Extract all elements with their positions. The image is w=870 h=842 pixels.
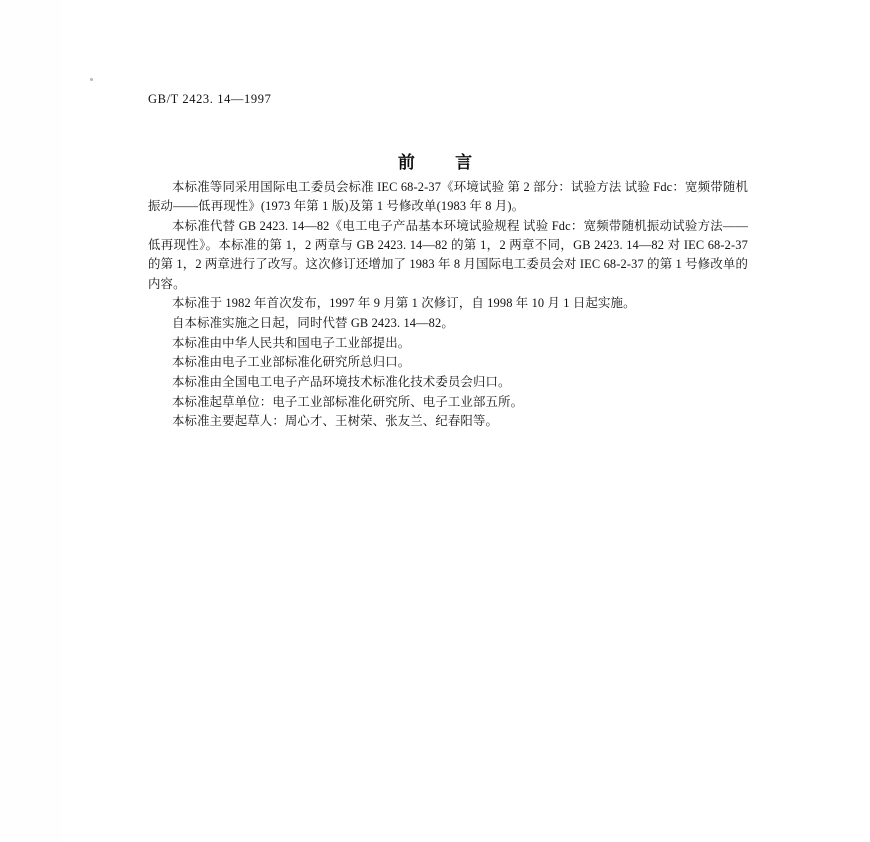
paragraph: 本标准由中华人民共和国电子工业部提出。 [172,335,411,350]
foreword-body [148,178,748,432]
paragraph: 本标准由全国电工电子产品环境技术标准化技术委员会归口。 [172,375,511,390]
scan-speck-icon [90,78,93,81]
standard-number: GB/T 2423. 14—1997 [148,92,272,106]
scan-edge [0,0,62,842]
paragraph: 自本标准实施之日起，同时代替 GB 2423. 14—82。 [172,315,454,330]
paragraph: 本标准主要起草人：周心才、王树荣、张友兰、纪春阳等。 [172,414,499,429]
paragraph: 本标准代替 GB 2423. 14—82《电工电子产品基本环境试验规程 试验 Fdc：宽频带随机振动试验方法——低再现性》。本标准的第 1，2 两章与 GB 2423. 14—82 的第 1，2 两章不同，GB 2423. 14—82 对 IEC 68-2-37 的第 1，2 两章进行了改写。这次修订还增加了 1983 年 8 月国际电工委员会对 IEC 68-2-37 的第 1 号修改单的内容。 [148,218,748,291]
paragraph: 本标准由电子工业部标准化研究所总归口。 [172,355,411,370]
paragraph: 本标准起草单位：电子工业部标准化研究所、电子工业部五所。 [172,394,524,409]
paragraph: 本标准等同采用国际电工委员会标准 IEC 68-2-37《环境试验 第 2 部分：试验方法 试验 Fdc：宽频带随机振动——低再现性》(1973 年第 1 版)及第 1 号修改单(1983 年 8 月)。 [148,180,748,214]
paragraph: 本标准于 1982 年首次发布，1997 年 9 月第 1 次修订，自 1998 年 10 月 1 日起实施。 [172,296,636,311]
page-title: 前 言 [397,153,491,172]
